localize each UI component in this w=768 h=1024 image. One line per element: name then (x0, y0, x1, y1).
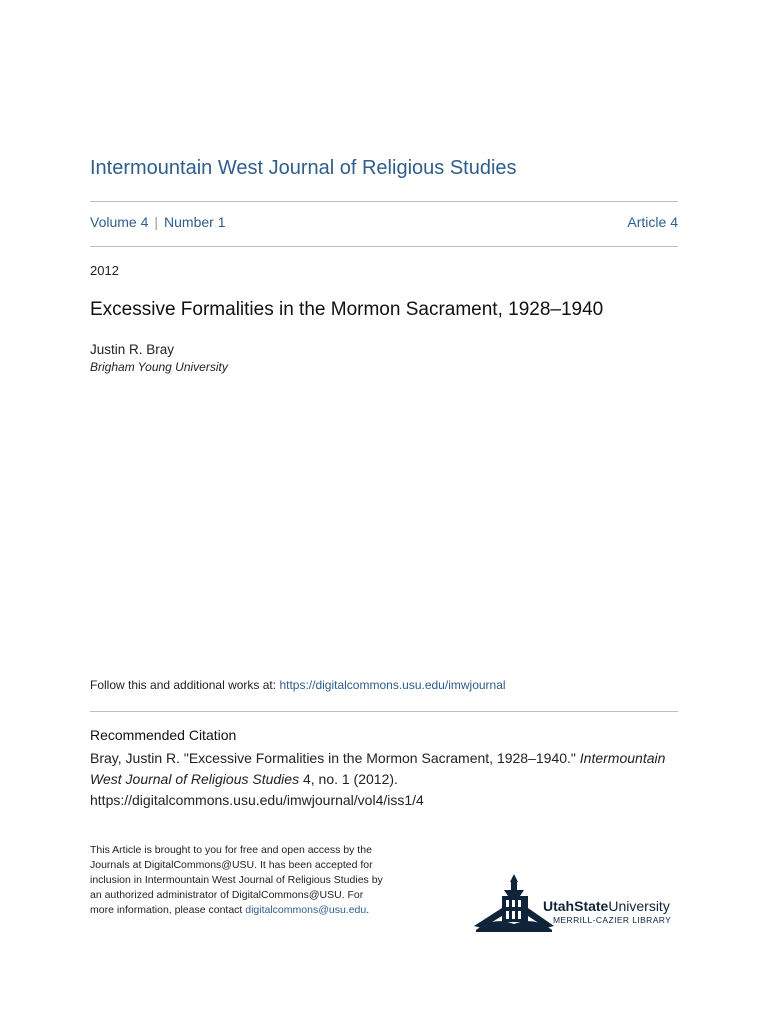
citation-part2: 4, no. 1 (2012). https://digitalcommons.usu.edu/imwjournal/vol4/iss1/4 (90, 771, 424, 808)
follow-prefix: Follow this and additional works at: (90, 678, 280, 692)
citation-part1: Bray, Justin R. "Excessive Formalities in the Mormon Sacrament, 1928–1940." (90, 750, 580, 766)
follow-link[interactable]: https://digitalcommons.usu.edu/imwjournal (279, 678, 506, 692)
divider (90, 711, 678, 712)
citation-heading: Recommended Citation (90, 727, 237, 743)
number-link[interactable]: Number 1 (164, 214, 226, 230)
separator: | (154, 214, 159, 230)
access-note-end: . (366, 904, 370, 916)
access-note (90, 843, 390, 918)
author-name: Justin R. Bray (90, 342, 175, 357)
issue-info-row (90, 214, 678, 230)
logo-name-rest: University (608, 898, 670, 914)
article-link[interactable]: Article 4 (627, 214, 678, 230)
follow-line (90, 678, 506, 692)
article-title: Excessive Formalities in the Mormon Sacrament, 1928–1940 (90, 299, 604, 320)
divider (90, 246, 678, 247)
divider (90, 201, 678, 202)
logo-subtitle: MERRILL-CAZIER LIBRARY (553, 915, 672, 925)
journal-title[interactable]: Intermountain West Journal of Religious Studies (90, 157, 517, 179)
logo-name-bold: UtahState (543, 898, 609, 914)
logo-wordmark (543, 898, 670, 914)
volume-link[interactable]: Volume 4 (90, 214, 149, 230)
citation-journal: Intermountain West Journal of Religious Studies (90, 750, 666, 787)
publication-year: 2012 (90, 263, 119, 278)
contact-email-link[interactable]: digitalcommons@usu.edu (245, 904, 367, 916)
citation-text (90, 748, 680, 811)
access-note-text: This Article is brought to you for free and open access by the Journals at DigitalCommons@USU. It has been accepted for inclusion in Intermountain West Journal of Religious Studies by an authorized administrator of DigitalCommons@USU. For more information, please contact (90, 844, 383, 916)
author-affiliation: Brigham Young University (90, 360, 228, 374)
